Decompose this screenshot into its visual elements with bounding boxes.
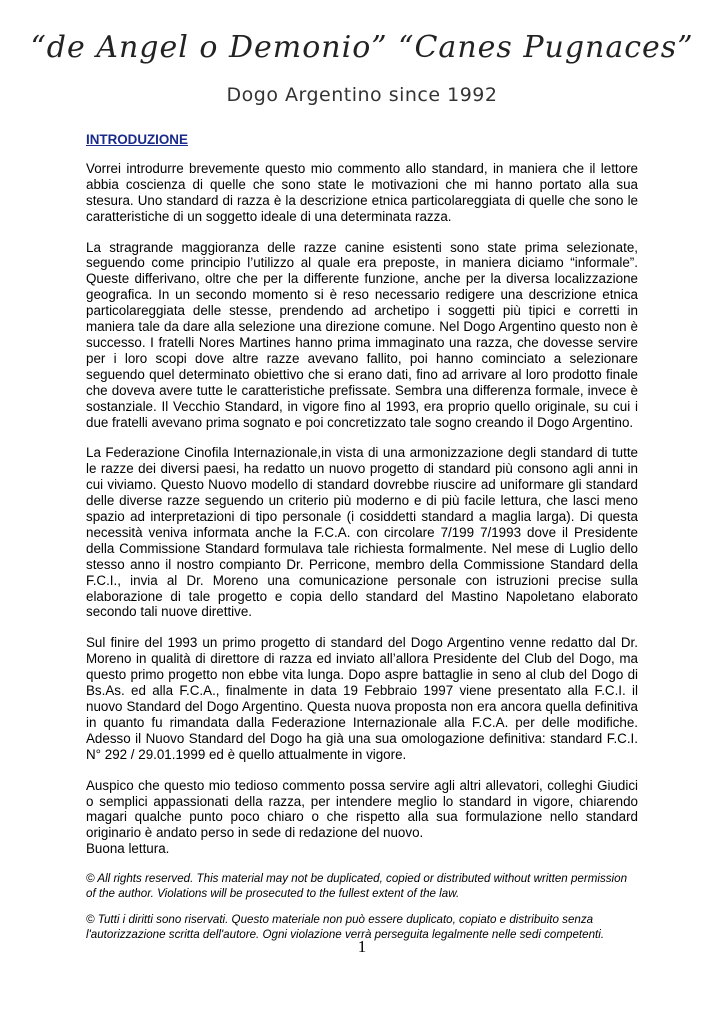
- copyright-english: © All rights reserved. This material may not be duplicated, copied or distributed without written permission of the author. Violations will be prosecuted to the fullest extent of the law.: [86, 872, 628, 900]
- paragraph-1: Vorrei introdurre brevemente questo mio commento allo standard, in maniera che il lettore abbia coscienza di quelle che sono state le motivazioni che mi hanno portato alla sua stesura. Uno standard di razza è la descrizione etnica particolareggiata di quelle che sono le caratteristiche di un soggetto ideale di una determinata razza.: [86, 160, 638, 224]
- closing-line: Buona lettura.: [86, 841, 170, 857]
- kennel-logo-subtitle: Dogo Argentino since 1992: [226, 84, 498, 106]
- document-header: [0, 18, 724, 106]
- paragraph-5: Auspico che questo mio tedioso commento possa servire agli altri allevatori, colleghi Giudici o semplici appassionati della razza, per intendere meglio lo standard in vigore, chiarendo magari qualche punto poco chiaro o che rispetto alla sua formulazione nello standard originario è andato perso in sede di redazione del nuovo.: [86, 777, 638, 841]
- copyright-italian: © Tutti i diritti sono riservati. Questo materiale non può essere duplicato, copiato e distribuito senza l'autorizzazione scritta dell'autore. Ogni violazione verrà perseguita legalmente nelle sedi competenti.: [86, 913, 605, 941]
- document-body: [86, 132, 638, 954]
- paragraph-4: Sul finire del 1993 un primo progetto di standard del Dogo Argentino venne redatto dal Dr. Moreno in qualità di direttore di razza ed inviato all’allora Presidente del Club del Dogo, ma questo primo progetto non ebbe vita lunga. Dopo aspre battaglie in seno al club del Dogo di Bs.As. ed alla F.C.A., finalmente in data 19 Febbraio 1997 viene presentato alla F.C.I. il nuovo Standard del Dogo Argentino. Questa nuova proposta non era ancora quella definitiva in quanto fu rimandata dalla Federazione Internazionale alla F.C.A. per delle modifiche. Adesso il Nuovo Standard del Dogo ha già una sua omologazione definitiva: standard F.C.I. N° 292 / 29.01.1999 ed è quello attualmente in vigore.: [86, 635, 638, 762]
- kennel-logo-script: “de Angel o Demonio” “Canes Pugnaces”: [30, 30, 694, 65]
- paragraph-2: La stragrande maggioranza delle razze canine esistenti sono state prima selezionate, seguendo come principio l’utilizzo al quale era preposte, in maniera diciamo “informale”. Queste differivano, oltre che per la differente funzione, anche per la diversa localizzazione geografica. In un secondo momento si è reso necessario redigere una descrizione etnica particolareggiata delle stesse, prendendo ad archetipo i soggetti più tipici e corretti in maniera tale da dare alla selezione una direzione comune. Nel Dogo Argentino questo non è successo. I fratelli Nores Martines hanno prima immaginato una razza, che dovesse servire per i loro scopi dove altre razze avevano fallito, poi hanno cominciato a selezionare seguendo quel determinato obiettivo che si erano dati, fino ad arrivare al loro prodotto finale che doveva avere tutte le caratteristiche prefissate. Sembra una differenza formale, invece è sostanziale. Il Vecchio Standard, in vigore fino al 1993, era proprio quello originale, su cui i due fratelli avevano prima sognato e poi concretizzato tale sogno creando il Dogo Argentino.: [86, 239, 638, 430]
- section-heading: INTRODUZIONE: [86, 132, 188, 147]
- paragraph-3: La Federazione Cinofila Internazionale,in vista di una armonizzazione degli standard di tutte le razze dei diversi paesi, ha redatto un nuovo progetto di standard più consono agli anni in cui viviamo. Questo Nuovo modello di standard dovrebbe riuscire ad uniformare gli standard delle diverse razze seguendo un criterio più moderno e di più facile lettura, che lasci meno spazio ad interpretazioni di tipo personale (i cosiddetti standard a maglia larga). Di questa necessità veniva informata anche la F.C.A. con circolare 7/199 7/1993 dove il Presidente della Commissione Standard formulava tale richiesta formalmente. Nel mese di Luglio dello stesso anno il nostro compianto Dr. Perricone, membro della Commissione Standard della F.C.I., invia al Dr. Moreno una comunicazione personale con istruzioni precise sulla elaborazione di tale progetto e copia dello standard del Mastino Napoletano elaborato secondo tali nuove direttive.: [86, 445, 638, 620]
- page-number: 1: [357, 937, 367, 956]
